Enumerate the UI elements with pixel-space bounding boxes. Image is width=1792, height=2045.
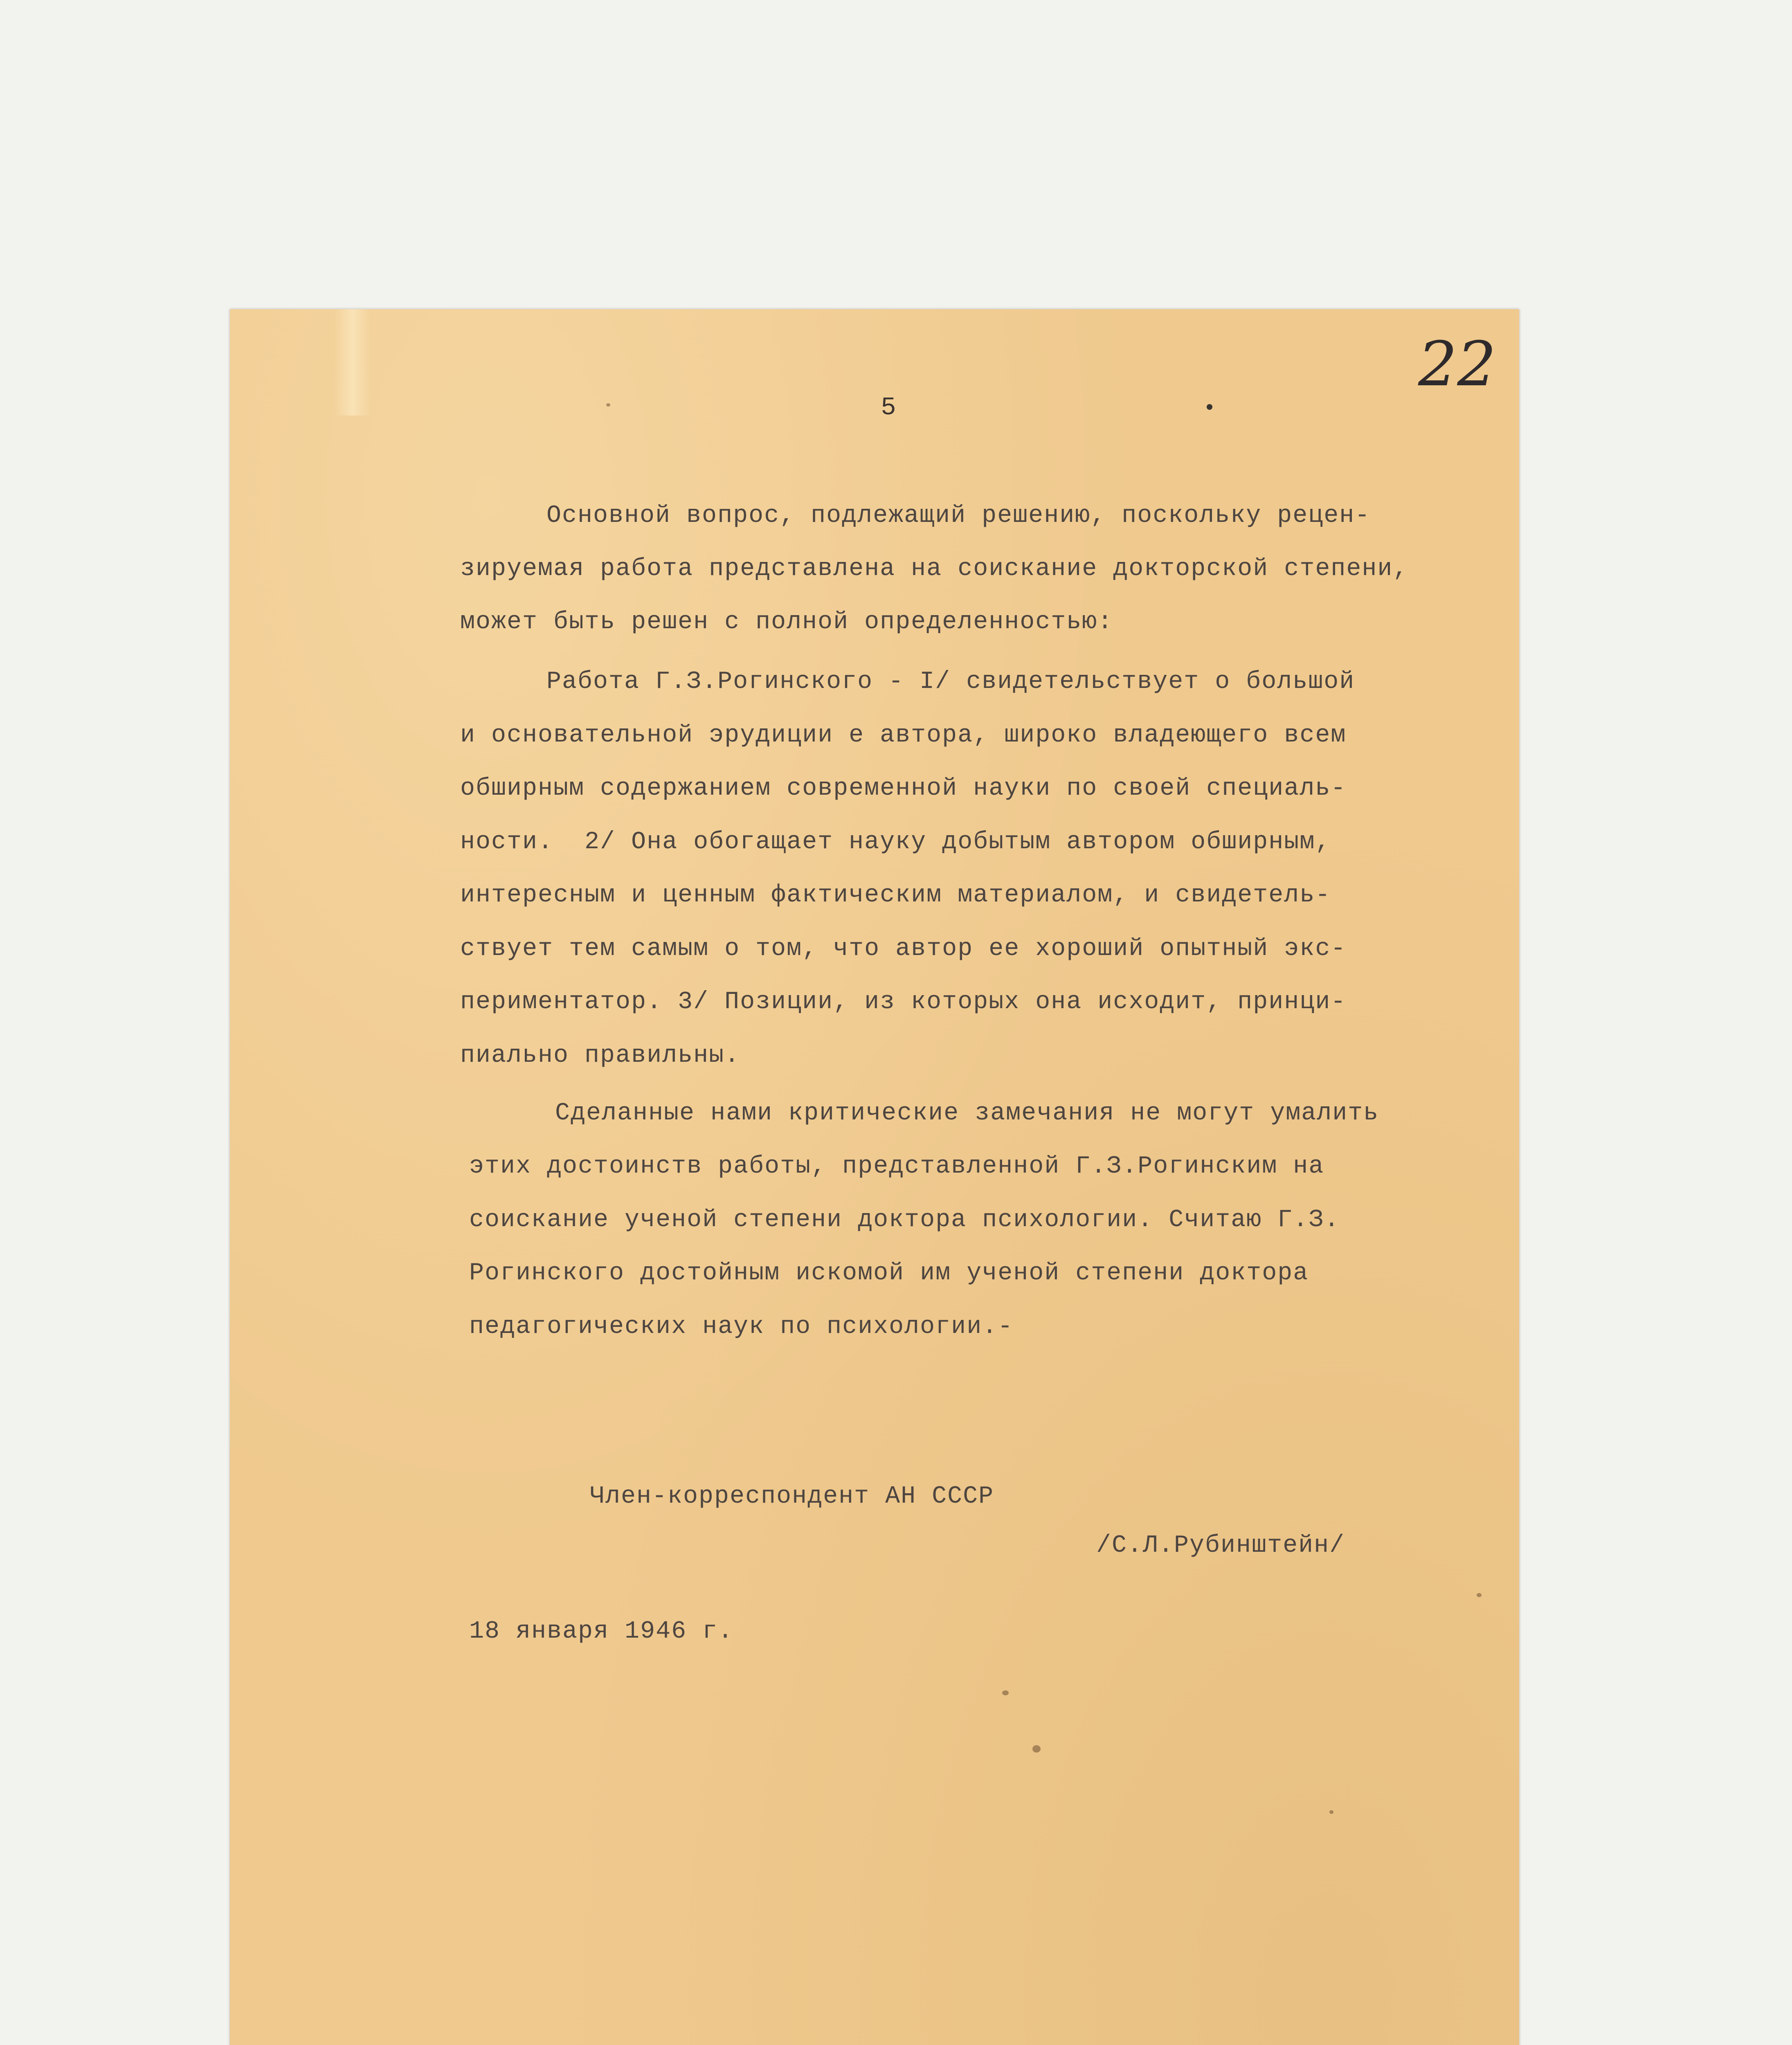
- paragraph-2-line-1: Работа Г.З.Рогинского - I/ свидетельствует о большой: [546, 668, 1355, 696]
- paper-speck: [606, 403, 610, 407]
- document-page: [230, 309, 1519, 2045]
- paper-fold: [334, 309, 371, 416]
- paragraph-3-line-4: Рогинского достойным искомой им ученой степени доктора: [469, 1259, 1309, 1287]
- paper-speck: [1329, 1810, 1333, 1814]
- paper-speck: [1032, 1745, 1041, 1753]
- handwritten-folio-number: 22: [1418, 329, 1496, 400]
- signature-name: /С.Л.Рубинштейн/: [1096, 1532, 1345, 1560]
- paragraph-1-line-3: может быть решен с полной определенностью:: [460, 608, 1113, 636]
- paragraph-3-line-5: педагогических наук по психологии.-: [469, 1313, 1014, 1341]
- paragraph-2-line-7: периментатор. 3/ Позиции, из которых она исходит, принци-: [460, 988, 1347, 1016]
- paragraph-2-line-8: пиально правильны.: [460, 1042, 740, 1070]
- paper-speck: [1002, 1690, 1009, 1695]
- paper-speck: [1477, 1593, 1482, 1597]
- paragraph-2-line-4: ности. 2/ Она обогащает науку добытым автором обширным,: [460, 828, 1331, 856]
- paragraph-3-line-1: Сделанные нами критические замечания не могут умалить: [555, 1099, 1379, 1127]
- paragraph-3-line-2: этих достоинств работы, представленной Г.З.Рогинским на: [469, 1153, 1324, 1180]
- paragraph-3-line-3: соискание ученой степени доктора психологии. Считаю Г.З.: [469, 1206, 1340, 1234]
- paragraph-2-line-5: интересным и ценным фактическим материалом, и свидетель-: [460, 881, 1331, 909]
- paragraph-1-line-2: зируемая работа представлена на соискание докторской степени,: [460, 555, 1409, 583]
- paragraph-2-line-3: обширным содержанием современной науки по своей специаль-: [460, 775, 1347, 802]
- paragraph-2-line-6: ствует тем самым о том, что автор ее хороший опытный экс-: [460, 935, 1347, 963]
- dot-mark: [1207, 404, 1212, 410]
- paragraph-1-line-1: Основной вопрос, подлежащий решению, поскольку рецен-: [546, 502, 1371, 530]
- signature-title: Член-корреспондент АН СССР: [590, 1483, 994, 1510]
- paragraph-2-line-2: и основательной эрудиции е автора, широко владеющего всем: [460, 721, 1347, 749]
- page-number: 5: [881, 393, 896, 422]
- document-date: 18 января 1946 г.: [469, 1618, 734, 1645]
